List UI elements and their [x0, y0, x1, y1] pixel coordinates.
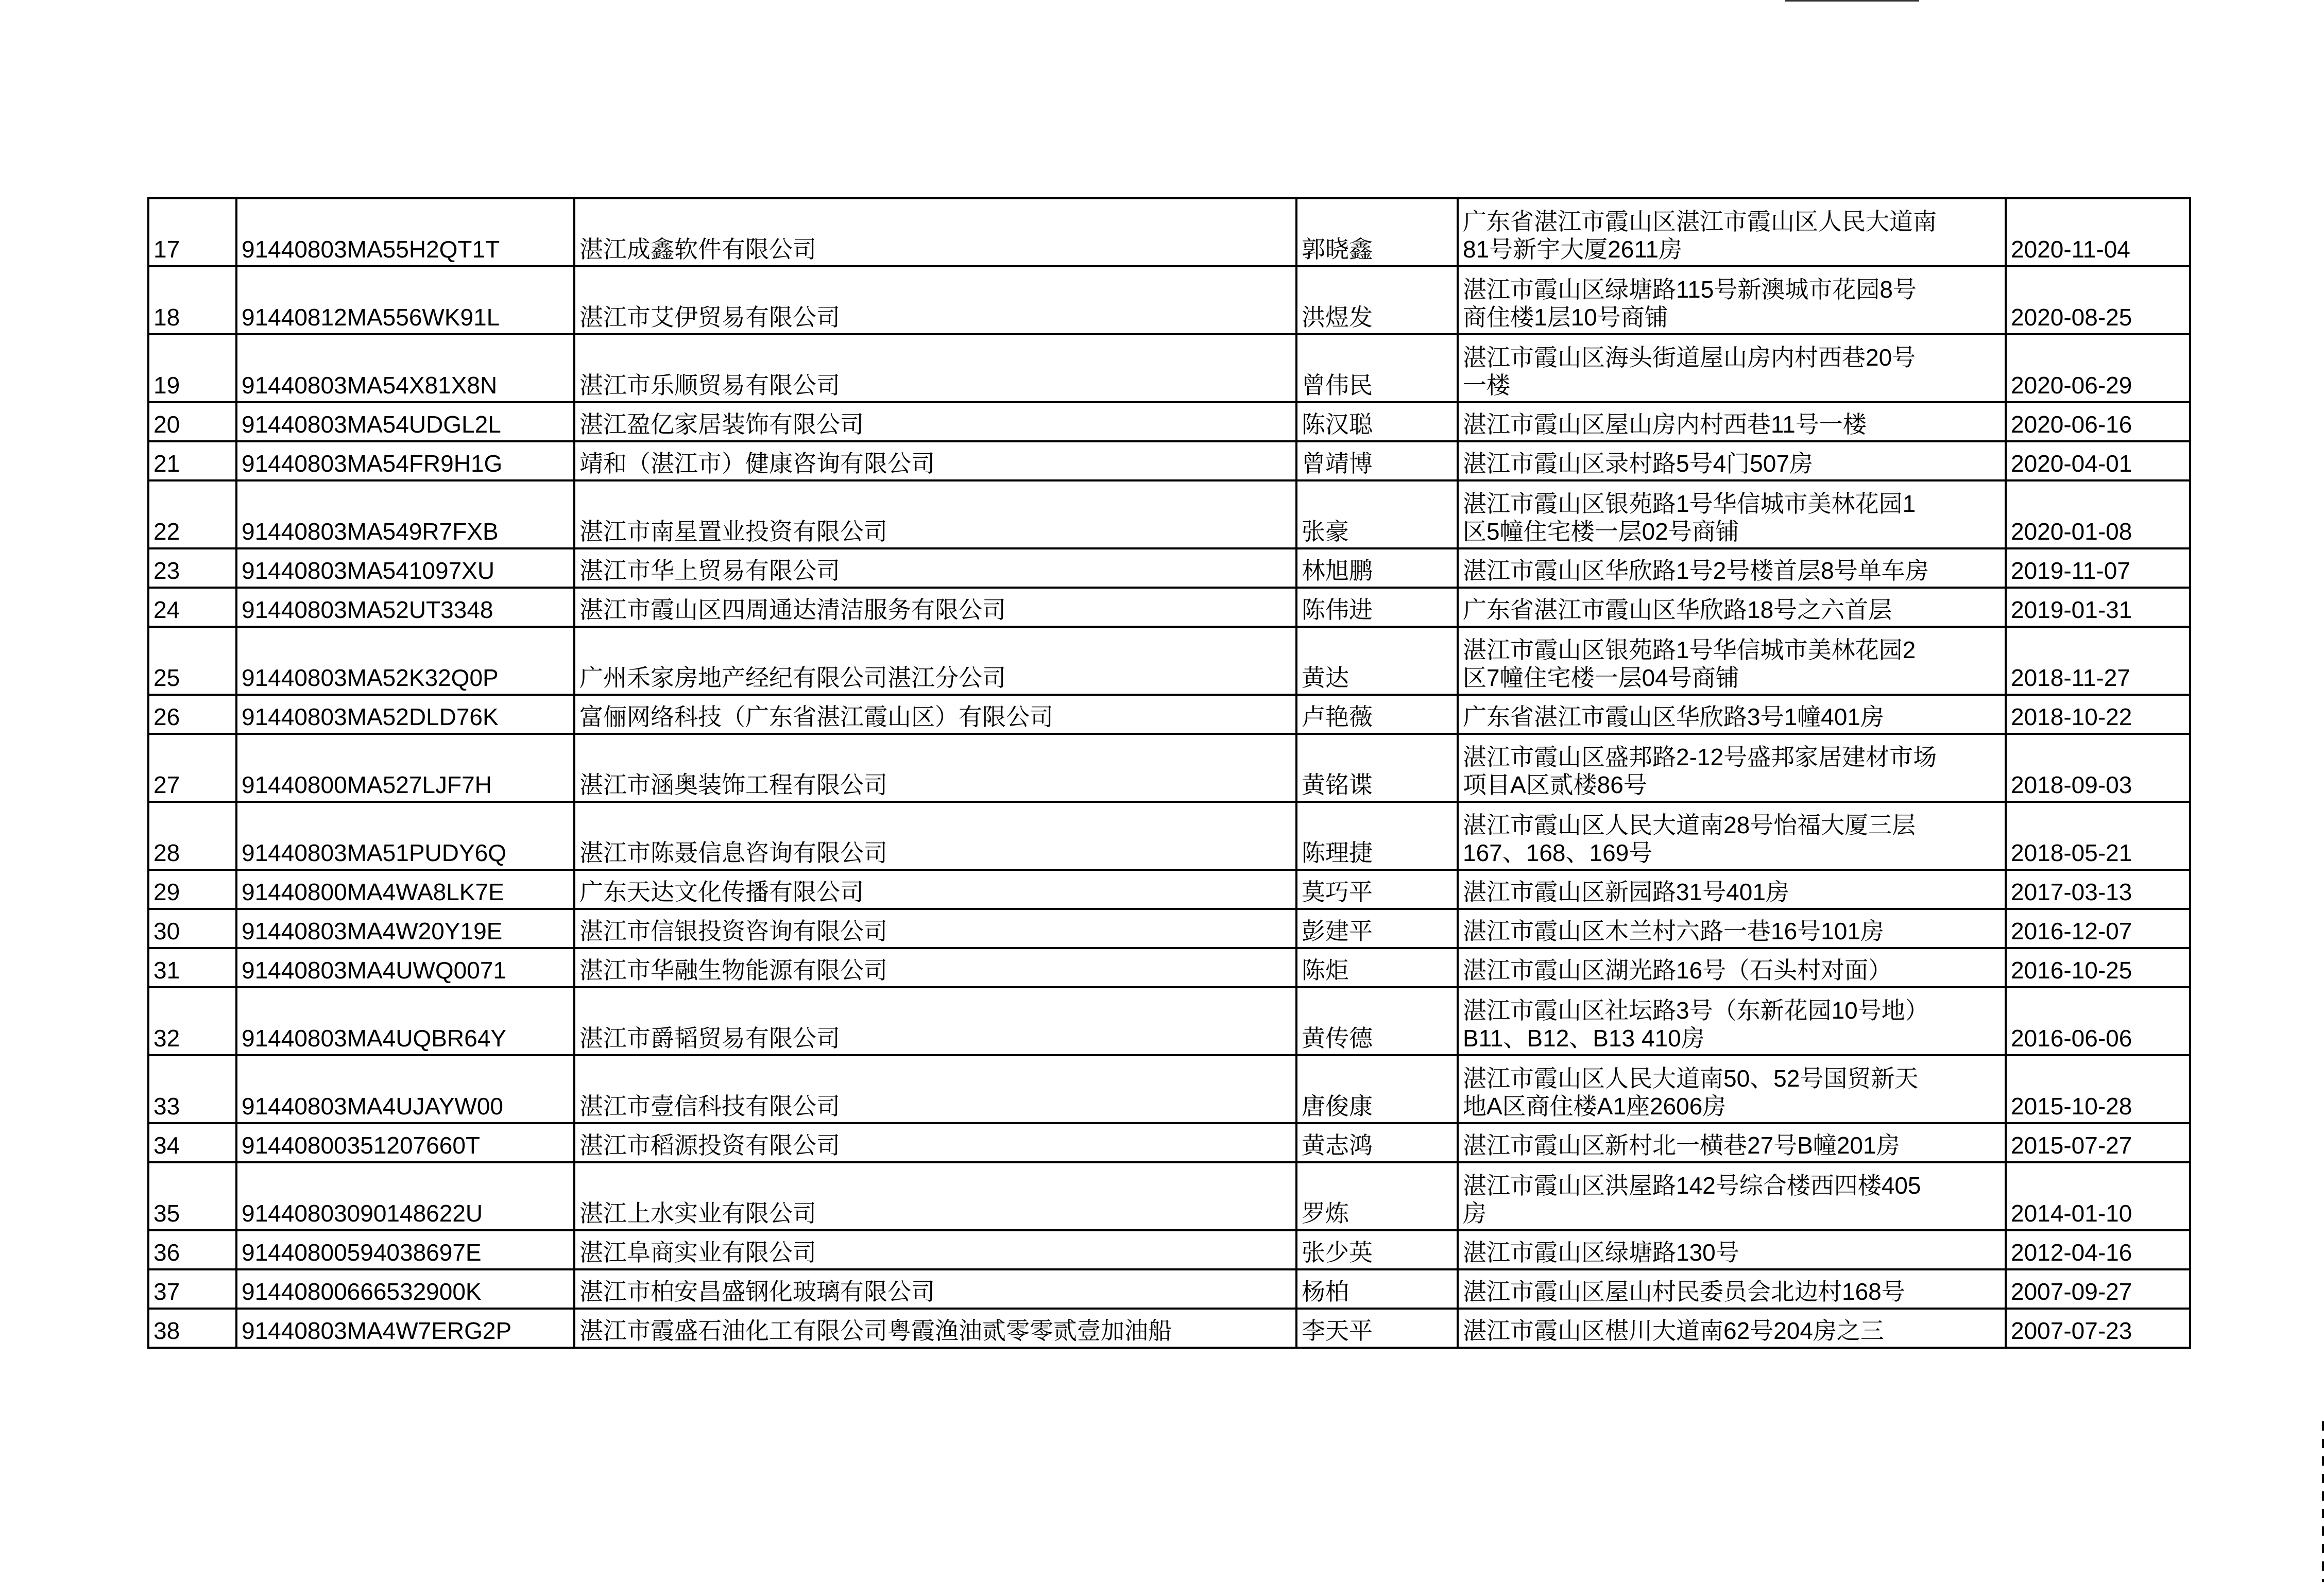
company-name-cell: 湛江市南星置业投资有限公司 [574, 480, 1296, 548]
company-name-cell: 湛江市乐顺贸易有限公司 [574, 334, 1296, 402]
credit-code-cell: 91440803MA52DLD76K [236, 695, 574, 734]
address-line: 湛江市霞山区人民大道南50、52号国贸新天 [1463, 1065, 1919, 1092]
registration-date-cell: 2020-11-04 [2006, 198, 2190, 266]
table-row [148, 627, 2190, 695]
row-number-cell: 22 [148, 480, 236, 548]
address-line: 区7幢住宅楼一层04号商铺 [1463, 664, 1739, 691]
row-number-cell: 21 [148, 441, 236, 480]
registration-date-cell: 2020-01-08 [2006, 480, 2190, 548]
credit-code-cell: 91440803MA52K32Q0P [236, 627, 574, 695]
address-cell [1458, 695, 2006, 734]
registration-date-cell: 2018-09-03 [2006, 734, 2190, 802]
registration-date-cell: 2012-04-16 [2006, 1230, 2190, 1269]
registration-date-cell: 2018-11-27 [2006, 627, 2190, 695]
registration-date-cell: 2018-10-22 [2006, 695, 2190, 734]
company-name-cell: 湛江市霞盛石油化工有限公司粤霞渔油贰零零贰壹加油船 [574, 1309, 1296, 1348]
credit-code-cell: 91440812MA556WK91L [236, 266, 574, 334]
legal-representative-cell: 张豪 [1296, 480, 1458, 548]
legal-representative-cell: 唐俊康 [1296, 1055, 1458, 1123]
row-number-cell: 17 [148, 198, 236, 266]
address-line: 区5幢住宅楼一层02号商铺 [1463, 518, 1739, 545]
company-name-cell: 湛江市华上贸易有限公司 [574, 548, 1296, 588]
credit-code-cell: 91440803MA4UJAYW00 [236, 1055, 574, 1123]
address-line: 广东省湛江市霞山区华欣路18号之六首层 [1463, 596, 1892, 623]
table-row [148, 948, 2190, 987]
legal-representative-cell: 陈伟进 [1296, 588, 1458, 627]
row-number-cell: 37 [148, 1269, 236, 1309]
credit-code-cell: 91440800MA4WA8LK7E [236, 870, 574, 909]
address-line: 湛江市霞山区新村北一横巷27号B幢201房 [1463, 1132, 1900, 1159]
table-row [148, 1269, 2190, 1309]
table-row [148, 441, 2190, 480]
address-line: 湛江市霞山区椹川大道南62号204房之三 [1463, 1317, 1884, 1344]
table-row [148, 1162, 2190, 1230]
legal-representative-cell: 杨柏 [1296, 1269, 1458, 1309]
address-line: 一楼 [1463, 372, 1510, 399]
address-line: 湛江市霞山区洪屋路142号综合楼西四楼405 [1463, 1172, 1921, 1199]
credit-code-cell: 91440800594038697E [236, 1230, 574, 1269]
address-cell [1458, 480, 2006, 548]
legal-representative-cell: 黄铭谍 [1296, 734, 1458, 802]
credit-code-cell: 91440803MA55H2QT1T [236, 198, 574, 266]
table-row [148, 334, 2190, 402]
credit-code-cell: 91440803MA54UDGL2L [236, 402, 574, 441]
table-row [148, 802, 2190, 870]
scan-mark-top [1785, 0, 1919, 2]
registration-date-cell: 2020-06-29 [2006, 334, 2190, 402]
address-cell [1458, 802, 2006, 870]
address-line: 湛江市霞山区木兰村六路一巷16号101房 [1463, 918, 1884, 944]
row-number-cell: 30 [148, 909, 236, 948]
address-cell [1458, 987, 2006, 1055]
address-line: 湛江市霞山区屋山村民委员会北边村168号 [1463, 1278, 1905, 1305]
credit-code-cell: 91440803090148622U [236, 1162, 574, 1230]
row-number-cell: 35 [148, 1162, 236, 1230]
row-number-cell: 27 [148, 734, 236, 802]
registration-date-cell: 2015-07-27 [2006, 1123, 2190, 1162]
legal-representative-cell: 李天平 [1296, 1309, 1458, 1348]
address-cell [1458, 870, 2006, 909]
address-line: 湛江市霞山区绿塘路115号新澳城市花园8号 [1463, 276, 1917, 303]
row-number-cell: 32 [148, 987, 236, 1055]
legal-representative-cell: 黄达 [1296, 627, 1458, 695]
address-line: 湛江市霞山区绿塘路130号 [1463, 1239, 1739, 1266]
address-cell [1458, 627, 2006, 695]
address-line: 湛江市霞山区银苑路1号华信城市美林花园2 [1463, 637, 1916, 663]
registration-date-cell: 2020-06-16 [2006, 402, 2190, 441]
table-row [148, 1055, 2190, 1123]
legal-representative-cell: 卢艳薇 [1296, 695, 1458, 734]
address-cell [1458, 441, 2006, 480]
legal-representative-cell: 莫巧平 [1296, 870, 1458, 909]
company-name-cell: 湛江市艾伊贸易有限公司 [574, 266, 1296, 334]
address-line: 湛江市霞山区盛邦路2-12号盛邦家居建材市场 [1463, 744, 1937, 770]
row-number-cell: 24 [148, 588, 236, 627]
company-name-cell: 湛江市壹信科技有限公司 [574, 1055, 1296, 1123]
address-line: 湛江市霞山区湖光路16号（石头村对面） [1463, 957, 1892, 984]
legal-representative-cell: 曾靖博 [1296, 441, 1458, 480]
address-line: B11、B12、B13 410房 [1463, 1025, 1705, 1052]
legal-representative-cell: 曾伟民 [1296, 334, 1458, 402]
legal-representative-cell: 黄传德 [1296, 987, 1458, 1055]
table-row [148, 909, 2190, 948]
company-name-cell: 湛江市信银投资咨询有限公司 [574, 909, 1296, 948]
registration-date-cell: 2015-10-28 [2006, 1055, 2190, 1123]
legal-representative-cell: 洪煜发 [1296, 266, 1458, 334]
table-row [148, 870, 2190, 909]
credit-code-cell: 91440800666532900K [236, 1269, 574, 1309]
credit-code-cell: 91440803MA4UQBR64Y [236, 987, 574, 1055]
legal-representative-cell: 张少英 [1296, 1230, 1458, 1269]
address-line: 湛江市霞山区海头街道屋山房内村西巷20号 [1463, 344, 1916, 371]
address-line: 项目A区贰楼86号 [1463, 771, 1647, 798]
legal-representative-cell: 彭建平 [1296, 909, 1458, 948]
credit-code-cell: 91440803MA4W20Y19E [236, 909, 574, 948]
address-cell [1458, 266, 2006, 334]
company-name-cell: 湛江市霞山区四周通达清洁服务有限公司 [574, 588, 1296, 627]
row-number-cell: 20 [148, 402, 236, 441]
row-number-cell: 34 [148, 1123, 236, 1162]
credit-code-cell: 91440803MA54FR9H1G [236, 441, 574, 480]
table-row [148, 734, 2190, 802]
company-name-cell: 富俪网络科技（广东省湛江霞山区）有限公司 [574, 695, 1296, 734]
address-cell [1458, 1055, 2006, 1123]
scan-mark-right [2322, 1421, 2324, 1582]
address-line: 湛江市霞山区社坛路3号（东新花园10号地） [1463, 997, 1929, 1024]
row-number-cell: 29 [148, 870, 236, 909]
credit-code-cell: 91440800351207660T [236, 1123, 574, 1162]
address-cell [1458, 734, 2006, 802]
address-line: 湛江市霞山区人民大道南28号怡福大厦三层 [1463, 812, 1916, 838]
registration-date-cell: 2020-04-01 [2006, 441, 2190, 480]
company-name-cell: 湛江市稻源投资有限公司 [574, 1123, 1296, 1162]
registration-date-cell: 2016-06-06 [2006, 987, 2190, 1055]
table-row [148, 1230, 2190, 1269]
table-row [148, 588, 2190, 627]
row-number-cell: 38 [148, 1309, 236, 1348]
registration-date-cell: 2020-08-25 [2006, 266, 2190, 334]
address-line: 商住楼1层10号商铺 [1463, 304, 1668, 331]
company-name-cell: 湛江盈亿家居装饰有限公司 [574, 402, 1296, 441]
table-row [148, 480, 2190, 548]
credit-code-cell: 91440803MA52UT3348 [236, 588, 574, 627]
company-name-cell: 广州禾家房地产经纪有限公司湛江分公司 [574, 627, 1296, 695]
legal-representative-cell: 陈理捷 [1296, 802, 1458, 870]
address-line: 湛江市霞山区新园路31号401房 [1463, 879, 1789, 905]
address-cell [1458, 948, 2006, 987]
company-name-cell: 湛江市涵奥装饰工程有限公司 [574, 734, 1296, 802]
legal-representative-cell: 黄志鸿 [1296, 1123, 1458, 1162]
credit-code-cell: 91440803MA4UWQ0071 [236, 948, 574, 987]
registration-date-cell: 2017-03-13 [2006, 870, 2190, 909]
company-name-cell: 靖和（湛江市）健康咨询有限公司 [574, 441, 1296, 480]
company-name-cell: 湛江市柏安昌盛钢化玻璃有限公司 [574, 1269, 1296, 1309]
table-row [148, 548, 2190, 588]
table-row [148, 198, 2190, 266]
address-cell [1458, 1162, 2006, 1230]
address-cell [1458, 1123, 2006, 1162]
company-name-cell: 湛江市陈聂信息咨询有限公司 [574, 802, 1296, 870]
registration-date-cell: 2007-07-23 [2006, 1309, 2190, 1348]
row-number-cell: 23 [148, 548, 236, 588]
registration-date-cell: 2016-12-07 [2006, 909, 2190, 948]
row-number-cell: 31 [148, 948, 236, 987]
credit-code-cell: 91440803MA541097XU [236, 548, 574, 588]
registration-date-cell: 2019-01-31 [2006, 588, 2190, 627]
address-line: 167、168、169号 [1463, 839, 1653, 866]
address-cell [1458, 1309, 2006, 1348]
address-line: 81号新宇大厦2611房 [1463, 236, 1683, 263]
table-row [148, 987, 2190, 1055]
row-number-cell: 26 [148, 695, 236, 734]
legal-representative-cell: 陈汉聪 [1296, 402, 1458, 441]
credit-code-cell: 91440800MA527LJF7H [236, 734, 574, 802]
company-name-cell: 湛江市爵韬贸易有限公司 [574, 987, 1296, 1055]
row-number-cell: 36 [148, 1230, 236, 1269]
registration-date-cell: 2016-10-25 [2006, 948, 2190, 987]
address-line: 湛江市霞山区录村路5号4门507房 [1463, 450, 1813, 477]
credit-code-cell: 91440803MA54X81X8N [236, 334, 574, 402]
table-row [148, 1309, 2190, 1348]
table-row [148, 695, 2190, 734]
address-line: 广东省湛江市霞山区湛江市霞山区人民大道南 [1463, 208, 1937, 235]
legal-representative-cell: 陈炬 [1296, 948, 1458, 987]
row-number-cell: 19 [148, 334, 236, 402]
company-name-cell: 广东天达文化传播有限公司 [574, 870, 1296, 909]
table-row [148, 1123, 2190, 1162]
address-cell [1458, 334, 2006, 402]
row-number-cell: 18 [148, 266, 236, 334]
address-line: 湛江市霞山区华欣路1号2号楼首层8号单车房 [1463, 557, 1929, 584]
address-cell [1458, 1230, 2006, 1269]
company-registry-table [147, 197, 2191, 1349]
address-cell [1458, 402, 2006, 441]
table-row [148, 266, 2190, 334]
registration-date-cell: 2019-11-07 [2006, 548, 2190, 588]
address-cell [1458, 198, 2006, 266]
address-cell [1458, 548, 2006, 588]
address-cell [1458, 1269, 2006, 1309]
row-number-cell: 33 [148, 1055, 236, 1123]
credit-code-cell: 91440803MA51PUDY6Q [236, 802, 574, 870]
address-cell [1458, 909, 2006, 948]
address-line: 湛江市霞山区屋山房内村西巷11号一楼 [1463, 411, 1867, 438]
registration-date-cell: 2007-09-27 [2006, 1269, 2190, 1309]
row-number-cell: 25 [148, 627, 236, 695]
address-line: 广东省湛江市霞山区华欣路3号1幢401房 [1463, 703, 1884, 730]
legal-representative-cell: 罗炼 [1296, 1162, 1458, 1230]
company-name-cell: 湛江上水实业有限公司 [574, 1162, 1296, 1230]
address-line: 地A区商住楼A1座2606房 [1463, 1093, 1727, 1120]
registration-date-cell: 2018-05-21 [2006, 802, 2190, 870]
credit-code-cell: 91440803MA4W7ERG2P [236, 1309, 574, 1348]
registration-date-cell: 2014-01-10 [2006, 1162, 2190, 1230]
address-line: 房 [1463, 1200, 1486, 1227]
company-name-cell: 湛江阜商实业有限公司 [574, 1230, 1296, 1269]
legal-representative-cell: 郭晓鑫 [1296, 198, 1458, 266]
address-cell [1458, 588, 2006, 627]
credit-code-cell: 91440803MA549R7FXB [236, 480, 574, 548]
company-name-cell: 湛江市华融生物能源有限公司 [574, 948, 1296, 987]
company-name-cell: 湛江成鑫软件有限公司 [574, 198, 1296, 266]
legal-representative-cell: 林旭鹏 [1296, 548, 1458, 588]
address-line: 湛江市霞山区银苑路1号华信城市美林花园1 [1463, 490, 1916, 517]
table-row [148, 402, 2190, 441]
row-number-cell: 28 [148, 802, 236, 870]
table-body [148, 198, 2190, 1348]
